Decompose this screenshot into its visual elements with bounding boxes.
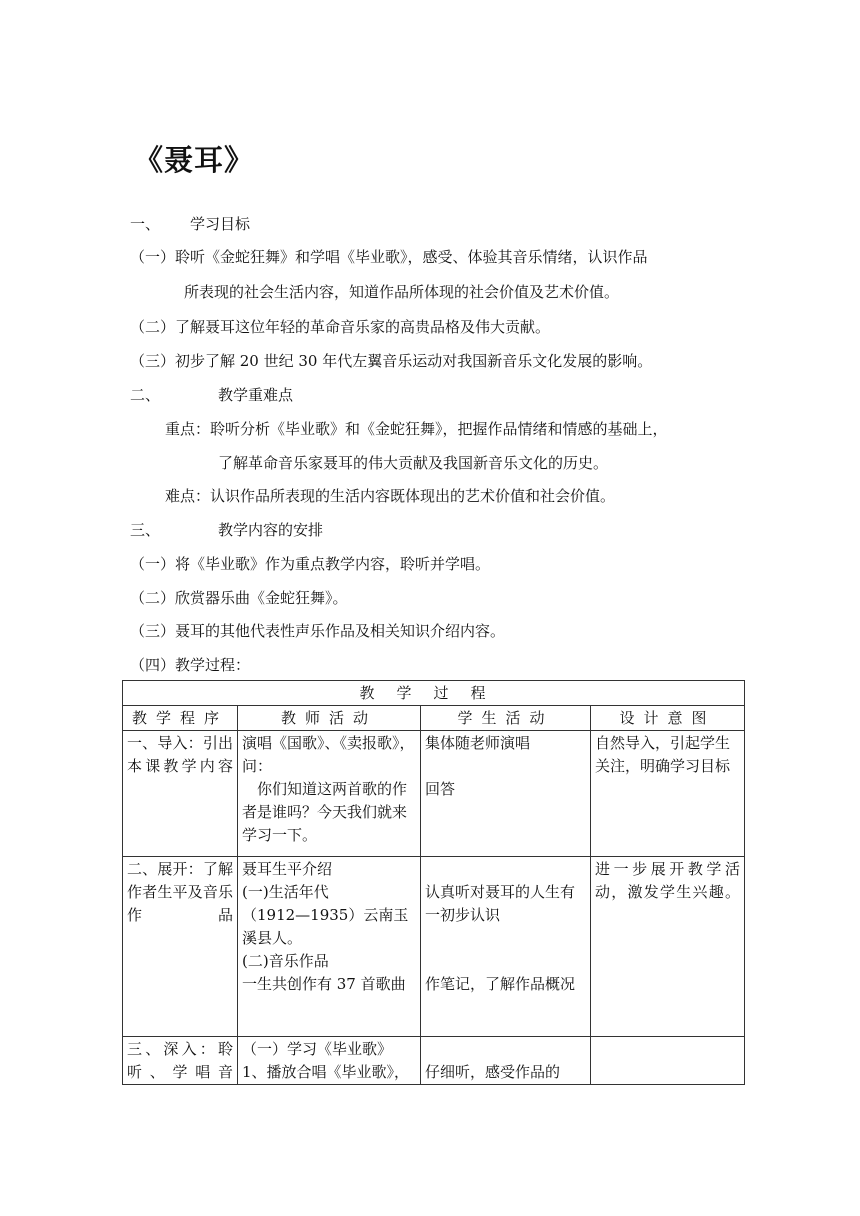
row-2-teacher: 聂耳生平介绍 (一)生活年代 （1912—1935）云南玉溪县人。 (二)音乐作品 一生共创作有 37 首歌曲 [238,857,421,1037]
document-title: 《聂耳》 [134,143,255,177]
row-1-teacher: 演唱《国歌》、《卖报歌》，问： 你们知道这两首歌的作者是谁吗？今天我们就来学习一下。 [238,731,421,857]
objective-2: （二）了解聂耳这位年轻的革命音乐家的高贵品格及伟大贡献。 [130,318,551,336]
key-point-line-2: 了解革命音乐家聂耳的伟大贡献及我国新音乐文化的历史。 [218,454,609,472]
row-3-student: 仔细听，感受作品的 [421,1037,591,1085]
row-1-student: 集体随老师演唱 回答 [421,731,591,857]
section-3-heading [130,520,323,540]
section-2-heading [130,385,293,405]
objective-1-line-1: （一）聆听《金蛇狂舞》和学唱《毕业歌》，感受、体验其音乐情绪，认识作品 [130,248,648,266]
difficulty-point: 难点：认识作品所表现的生活内容既体现出的艺术价值和社会价值。 [165,487,616,505]
row-1-program: 一、导入：引出本课教学内容 [123,731,238,857]
row-2-student: 认真听对聂耳的人生有一初步认识 作笔记，了解作品概况 [421,857,591,1037]
key-point-line-1: 重点：聆听分析《毕业歌》和《金蛇狂舞》，把握作品情绪和情感的基础上， [165,420,668,438]
table-row [123,731,745,857]
section-1-number: 一、 [130,215,161,233]
content-item-1: （一）将《毕业歌》作为重点教学内容，聆听并学唱。 [130,555,491,573]
section-1-title: 学习目标 [190,215,251,233]
table-row [123,1037,745,1085]
content-item-2: （二）欣赏器乐曲《金蛇狂舞》。 [130,589,348,607]
table-title: 教学过程 [123,681,745,706]
section-2-title: 教学重难点 [218,386,294,404]
teaching-process-table [122,680,745,1085]
table-row [123,857,745,1037]
header-program: 教学程序 [123,706,238,731]
section-3-number: 三、 [130,521,161,539]
header-student-activity: 学生活动 [421,706,591,731]
section-3-title: 教学内容的安排 [218,521,324,539]
row-3-intent [591,1037,745,1085]
content-item-3: （三）聂耳的其他代表性声乐作品及相关知识介绍内容。 [130,622,506,640]
header-teacher-activity: 教师活动 [238,706,421,731]
header-design-intent: 设计意图 [591,706,745,731]
content-item-4: （四）教学过程： [130,656,251,674]
row-3-program: 三、深入：聆听、学唱音 [123,1037,238,1085]
objective-3: （三）初步了解 20 世纪 30 年代左翼音乐运动对我国新音乐文化发展的影响。 [130,352,653,370]
row-2-program: 二、展开：了解作者生平及音乐作品 [123,857,238,1037]
objective-1-line-2: 所表现的社会生活内容，知道作品所体现的社会价值及艺术价值。 [184,283,620,301]
row-1-intent: 自然导入，引起学生关注，明确学习目标 [591,731,745,857]
row-2-intent: 进一步展开教学活动，激发学生兴趣。 [591,857,745,1037]
row-3-teacher: （一）学习《毕业歌》 1、播放合唱《毕业歌》， [238,1037,421,1085]
section-2-number: 二、 [130,386,161,404]
section-1-heading [130,214,250,234]
